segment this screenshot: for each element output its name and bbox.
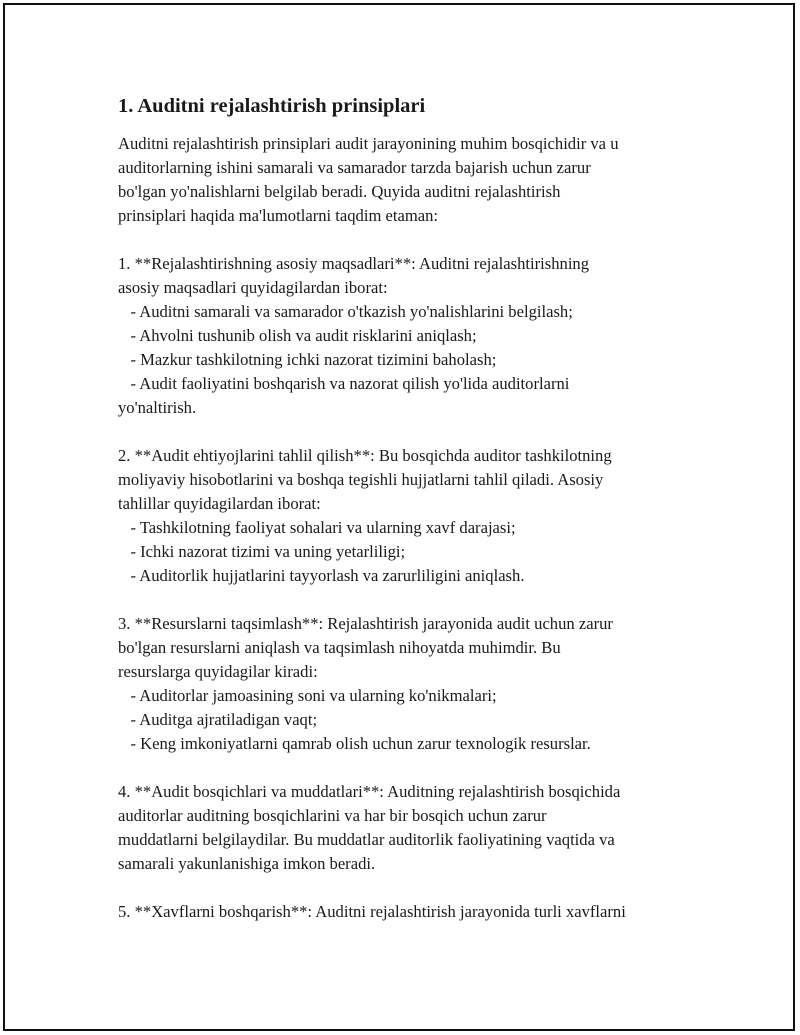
section-1-bullet-1: - Auditni samarali va samarador o'tkazish yo'nalishlarini belgilash; bbox=[118, 302, 573, 321]
section-1 bbox=[118, 252, 698, 420]
section-1-bullet-3: - Mazkur tashkilotning ichki nazorat tizimini baholash; bbox=[118, 350, 497, 369]
document-body bbox=[118, 92, 698, 948]
section-2 bbox=[118, 444, 698, 588]
section-2-text: 2. **Audit ehtiyojlarini tahlil qilish**: Bu bosqichda auditor tashkilotning moliyaviy hisobotlarini va boshqa tegishli hujjatlarni tahlil qiladi. Asosiy tahlillar quyidagilardan iborat: bbox=[118, 446, 612, 513]
section-3 bbox=[118, 612, 698, 756]
section-1-bullet-4: - Audit faoliyatini boshqarish va nazorat qilish yo'lida auditorlarni yo'naltirish. bbox=[118, 374, 570, 417]
section-1-bullet-2: - Ahvolni tushunib olish va audit risklarini aniqlash; bbox=[118, 326, 477, 345]
intro-paragraph: Auditni rejalashtirish prinsiplari audit jarayonining muhim bosqichidir va u auditorlarning ishini samarali va samarador tarzda bajarish uchun zarur bo'lgan yo'nalishlarni belgilab beradi. Quyida auditni rejalashtirish prinsiplari haqida ma'lumotlarni taqdim etaman: bbox=[118, 134, 619, 225]
section-3-bullet-2: - Auditga ajratiladigan vaqt; bbox=[118, 710, 318, 729]
section-2-bullet-3: - Auditorlik hujjatlarini tayyorlash va zarurliligini aniqlash. bbox=[118, 566, 525, 585]
section-2-bullet-1: - Tashkilotning faoliyat sohalari va ularning xavf darajasi; bbox=[118, 518, 516, 537]
section-2-bullet-2: - Ichki nazorat tizimi va uning yetarliligi; bbox=[118, 542, 406, 561]
section-4 bbox=[118, 780, 698, 876]
section-1-text: 1. **Rejalashtirishning asosiy maqsadlari**: Auditni rejalashtirishning asosiy maqsadlari quyidagilardan iborat: bbox=[118, 254, 590, 297]
section-3-text: 3. **Resurslarni taqsimlash**: Rejalashtirish jarayonida audit uchun zarur bo'lgan resurslarni aniqlash va taqsimlash nihoyatda muhimdir. Bu resurslarga quyidagilar kiradi: bbox=[118, 614, 613, 681]
section-4-text: 4. **Audit bosqichlari va muddatlari**: Auditning rejalashtirish bosqichida auditorlar auditning bosqichlarini va har bir bosqich uchun zarur muddatlarni belgilaydilar. Bu muddatlar auditorlik faoliyatining vaqtida va samarali yakunlanishiga imkon beradi. bbox=[118, 782, 621, 873]
section-5 bbox=[118, 900, 698, 924]
section-5-text: 5. **Xavflarni boshqarish**: Auditni rejalashtirish jarayonida turli xavflarni bbox=[118, 902, 626, 921]
section-3-bullet-1: - Auditorlar jamoasining soni va ularning ko'nikmalari; bbox=[118, 686, 497, 705]
document-title: 1. Auditni rejalashtirish prinsiplari bbox=[118, 95, 426, 117]
section-3-bullet-3: - Keng imkoniyatlarni qamrab olish uchun zarur texnologik resurslar. bbox=[118, 734, 591, 753]
